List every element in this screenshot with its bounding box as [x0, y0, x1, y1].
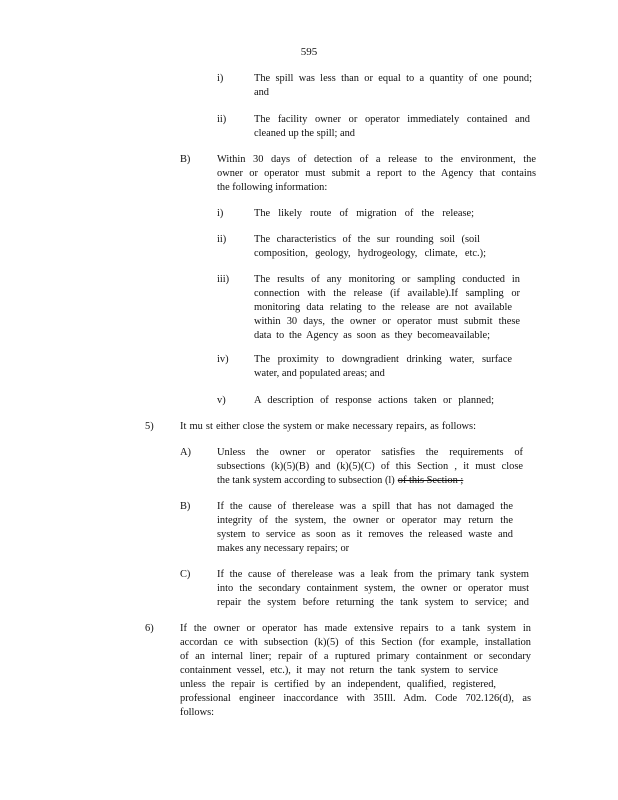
item-line: follows:	[180, 707, 215, 718]
item-marker: C)	[180, 569, 191, 580]
item-marker: 6)	[145, 623, 154, 634]
item-line: and	[254, 87, 270, 98]
item-line: owner or operator must submit a report to the Agency that contains	[217, 168, 536, 179]
page-number: 595	[300, 46, 318, 58]
item-marker: ii)	[217, 114, 227, 125]
item-line: If the owner or operator has made extensive repairs to a tank system in	[180, 623, 531, 634]
item-line: The characteristics of the sur rounding soil (soil	[254, 234, 480, 245]
item-line: Within 30 days of detection of a release to the environment, the	[217, 154, 536, 165]
item-line: monitoring data relating to the release are not available	[254, 302, 512, 313]
item-line: The results of any monitoring or sampling conducted in	[254, 274, 520, 285]
item-line: professional engineer inaccordance with 35Ill. Adm. Code 702.126(d), as	[180, 693, 531, 704]
item-marker: iii)	[217, 274, 230, 285]
item-line: cleaned up the spill; and	[254, 128, 355, 139]
item-line: integrity of the system, the owner or operator may return the	[217, 515, 513, 526]
item-line: It mu st either close the system or make necessary repairs, as follows:	[180, 421, 476, 432]
item-line: Unless the owner or operator satisfies the requirements of	[217, 447, 523, 458]
item-line: water, and populated areas; and	[254, 368, 385, 379]
item-marker: B)	[180, 501, 191, 512]
item-marker: ii)	[217, 234, 227, 245]
item-line: accordan ce with subsection (k)(5) of this Section (for example, installation	[180, 637, 531, 648]
item-marker: v)	[217, 395, 226, 406]
item-line: subsections (k)(5)(B) and (k)(5)(C) of this Section , it must close	[217, 461, 523, 472]
item-marker: i)	[217, 73, 224, 84]
item-line: into the secondary containment system, the owner or operator must	[217, 583, 529, 594]
item-line: containment vessel, etc.), it may not return the tank system to service	[180, 665, 498, 676]
struck-text: of this Section ;	[397, 475, 464, 486]
item-line: the tank system according to subsection (l)	[217, 475, 395, 486]
item-line: If the cause of therelease was a leak from the primary tank system	[217, 569, 529, 580]
item-line: of an internal liner; repair of a ruptured primary containment or secondary	[180, 651, 531, 662]
item-line: within 30 days, the owner or operator must submit these	[254, 316, 520, 327]
item-line: repair the system before returning the tank system to service; and	[217, 597, 529, 608]
item-line: The spill was less than or equal to a quantity of one pound;	[254, 73, 532, 84]
item-line: The likely route of migration of the release;	[254, 208, 474, 219]
item-line: makes any necessary repairs; or	[217, 543, 350, 554]
item-line: data to the Agency as soon as they becomeavailable;	[254, 330, 490, 341]
item-marker: iv)	[217, 354, 229, 365]
item-line: A description of response actions taken or planned;	[254, 395, 494, 406]
item-marker: i)	[217, 208, 224, 219]
item-line: The facility owner or operator immediately contained and	[254, 114, 530, 125]
item-line: unless the repair is certified by an independent, qualified, registered,	[180, 679, 496, 690]
item-line: connection with the release (if available).If sampling or	[254, 288, 520, 299]
item-line: system to service as soon as it removes the released waste and	[217, 529, 513, 540]
item-line: If the cause of therelease was a spill that has not damaged the	[217, 501, 513, 512]
item-marker: 5)	[145, 421, 154, 432]
item-line: The proximity to downgradient drinking water, surface	[254, 354, 512, 365]
item-marker: B)	[180, 154, 191, 165]
item-line: the following information:	[217, 182, 328, 193]
item-marker: A)	[180, 447, 191, 458]
item-line: composition, geology, hydrogeology, climate, etc.);	[254, 248, 486, 259]
